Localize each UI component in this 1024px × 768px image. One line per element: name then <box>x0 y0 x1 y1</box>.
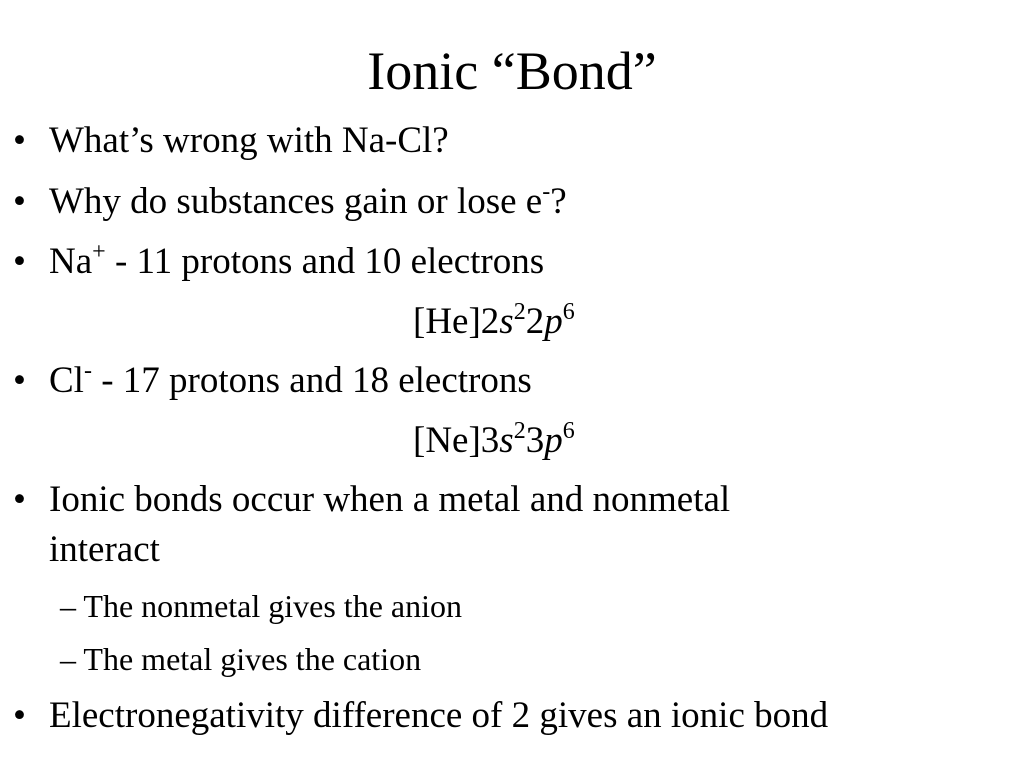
bullet-marker: • <box>13 181 26 222</box>
shell-number: 3 <box>525 420 545 461</box>
ion-charge-superscript: + <box>92 239 106 265</box>
ion-charge-superscript: - <box>83 358 92 384</box>
exponent: 6 <box>562 418 575 444</box>
bullet-text: - 11 protons and 10 electrons <box>105 241 545 282</box>
shell-number: 2 <box>525 301 545 342</box>
bullet-sodium-ion <box>49 240 544 284</box>
bullet-ionic-bonds-line2: interact <box>49 529 160 570</box>
electron-configuration-na <box>413 300 575 344</box>
sub-bullet-text: The metal gives the cation <box>83 641 422 677</box>
ion-symbol: Cl <box>49 360 84 401</box>
exponent: 2 <box>513 418 526 444</box>
exponent: 6 <box>562 299 575 325</box>
electron-configuration-cl <box>413 419 575 463</box>
bullet-ionic-bonds-line1: Ionic bonds occur when a metal and nonmetal <box>49 479 731 520</box>
orbital-s: s <box>499 301 514 342</box>
config-core: [Ne]3 <box>413 420 500 461</box>
electron-charge-superscript: - <box>542 179 551 205</box>
bullet-marker: • <box>13 360 26 401</box>
bullet-chloride-ion <box>49 359 532 403</box>
exponent: 2 <box>513 299 526 325</box>
bullet-text-end: ? <box>550 181 567 222</box>
bullet-marker: • <box>13 479 26 520</box>
slide-title: Ionic “Bond” <box>367 41 657 101</box>
bullet-electronegativity: Electronegativity difference of 2 gives an ionic bond <box>49 695 829 736</box>
orbital-p: p <box>544 420 563 461</box>
sub-bullet-text: The nonmetal gives the anion <box>83 588 462 624</box>
config-core: [He]2 <box>413 301 500 342</box>
bullet-text: Why do substances gain or lose e <box>49 181 543 222</box>
sub-bullet-dash: – <box>60 641 76 677</box>
sub-bullet-nonmetal <box>60 586 462 626</box>
bullet-gain-lose <box>49 180 567 224</box>
bullet-marker: • <box>13 241 26 282</box>
bullet-text: - 17 protons and 18 electrons <box>91 360 532 401</box>
orbital-s: s <box>499 420 514 461</box>
bullet-whats-wrong <box>49 119 449 163</box>
bullet-marker: • <box>13 695 26 736</box>
ion-symbol: Na <box>49 241 93 282</box>
orbital-p: p <box>544 301 563 342</box>
sub-bullet-dash: – <box>60 588 76 624</box>
sub-bullet-metal <box>60 639 421 679</box>
bullet-marker: • <box>13 120 26 161</box>
bullet-text: What’s wrong with Na-Cl? <box>49 120 449 161</box>
